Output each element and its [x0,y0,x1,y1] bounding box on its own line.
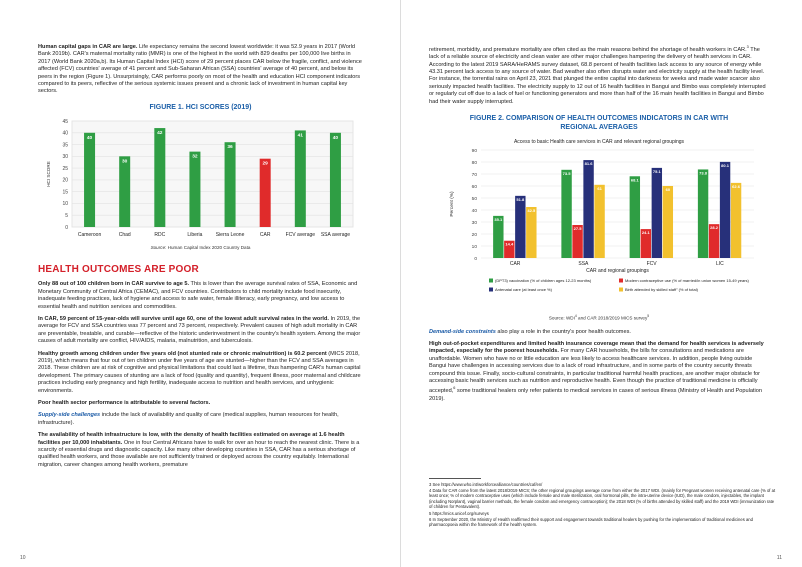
figure2-title: FIGURE 2. COMPARISON OF HEALTH OUTCOMES INDICATORS IN CAR WITH REGIONAL AVERAGES [469,115,729,131]
fig2-ytick-label: 20 [471,232,477,238]
fig2-bar-value: 24.1 [641,230,650,236]
figure1-title: FIGURE 1. HCI SCORES (2019) [149,103,252,111]
fig2-bar-value: 60 [665,187,671,193]
fig2-xtick-label: CAR [509,261,521,268]
fig2-ytick-label: 40 [471,208,477,214]
figure1-source: Source: Human Capital Index 2020 Country Data [150,245,251,251]
fig2-bar [720,162,730,258]
fig2-legend-swatch [619,288,623,292]
fig2-xtick-label: LIC [715,261,724,268]
fig1-ytick-label: 45 [62,119,68,126]
fig2-ytick-label: 0 [474,256,477,262]
fig1-ytick-label: 20 [62,178,68,185]
fig2-legend-swatch [619,279,623,283]
fig1-bar-value: 41 [297,133,303,139]
footnote-6: 6 In September 2020, the Ministry of Health reaffirmed their support and engagement towards traditional healers by pushing for the implementation of traditional medicines and pharmacopoeia within the framework of the health system. [429,517,753,528]
figure1-chart [38,115,363,245]
fig2-xtick-label: FCV [646,261,657,268]
paragraph-factors: Poor health sector performance is attributable to several factors. [38,400,211,407]
fig2-bar-value: 35.1 [494,216,503,222]
fig2-bar-value: 28.2 [710,225,718,231]
fig1-ytick-label: 10 [62,201,68,208]
fig1-bar-value: 36 [227,145,233,151]
fig2-bar [583,160,593,258]
fig1-bar [189,152,200,227]
footnote-rule [429,478,481,479]
fig2-bar-value: 73.5 [562,170,571,176]
fig1-xtick-label: Chad [118,232,131,239]
figure2-chart [429,136,769,314]
fig2-bar [652,168,662,258]
paragraph-infrastructure: The availability of health infrastructure is low, with the density of health facilities estimated on average at 1.6 health facilities per 10,000 inhabitants. One in four Central Africans have to walk for over an hour to reach the nearest clinic. There is a scarcity of essential drugs and diagnostic capacity. Like many other developing countries in SSA, CAR has a serious shortage of qualified health workers, and those available are not sufficiently trained or deployed across the country equitably. International migration, career changes among health workers, premature [38,432,360,468]
fig1-xtick-label: CAR [259,232,271,239]
fig2-bar-value: 51.8 [516,196,525,202]
fig1-bar [260,159,271,227]
fig1-bar [225,143,236,228]
fig1-ytick-label: 40 [62,130,68,137]
fig2-ytick-label: 70 [471,172,477,178]
fig2-legend-label: Birth attended by skilled staff" (% of total) [625,287,698,293]
fig2-bar [561,170,571,258]
fig2-bar-value: 14.4 [505,241,514,247]
paragraph-workforce: retirement, morbidity, and premature mortality are often cited as the main reasons behind the shortage of health workers in CAR.$^3$ The lack of a reliable source of electricity and clean water are other major challenges hampering the delivery of health services in CAR. According to the latest 2019 SARA/HeRAMS survey dataset, 68.8 percent of health facilities lack access to any source of energy while 43.31 percent lack access to any source of water. Bad weather also often disrupts water and electricity supply at the health facility level. For instance, the torrential rains on April 23, 2021 that plunged the entire capital into darkness for weeks and made water scarcer also seriously impacted health facilities. The electricity supply to 12 out of 16 health facilities in Bangui and Bimbo was completely interrupted or regularly cut off due to a lack of fuel or functioning generators and more than half of the 16 main health facilities in Bangui and Bimbo had their water supply interrupted. [429,45,766,105]
fig2-ytick-label: 90 [471,148,477,154]
fig2-bar-value: 42.5 [527,208,536,214]
paragraph-stunting: Healthy growth among children under five years old (not stunted rate or chronic malnutrition) is 60.2 percent (MICS 2018, 2019), which means that four out of ten children under five years of age are stunted—higher than the FCV and SSA averages in 2018. These children are at risk of cognitive and physical limitations that could last a lifetime, thus hampering CAR's human capital development. The primary causes of stunting are a lack of food (quality and quantity), frequent illness, poor maternal and childcare practices including early pregnancy and high fertility, inadequate access to nutrition and health services, and unhygienic environments. [38,350,361,394]
figure2-source: Source: WDI$^4$ and CAR 2018/2019 MICS survey$^5$ [548,314,650,321]
footnote-4: 4 Data for CAR come from the latest 2018/2019 MICS; the other regional groupings average come from either the 2017 WDI. (mainly for Pregnant women receiving antenatal care (% of at least once; % of modern contraceptive uses (which include female and male sterilization, oral hormonal pills, the intra-uterine device (IUD), the male condom, injectables, the implant (including Norplant), vaginal barrier methods, the female condom and emergency contraception); the 2018 WDI (% of births attended by skilled staff) and the 2019 WDI (immunization rate of children for Pentavalent). [429,488,776,510]
paragraph-adult-survival: In CAR, 59 percent of 15-year-olds will survive until age 60, one of the lowest adult survival rates in the world. In 2019, the average for FCV and SSA countries was 77 percent and 73 percent, respectively. Prevalent causes of high adult mortality in CAR are preventable, treatable, and curable—reflective of the historic underinvestment in the country's health system. Among the major causes of adult mortality are conflict, HIV/AIDS, malaria, malnutrition, and tuberculosis. [38,315,361,345]
page-number-right: 11 [776,555,782,561]
fig2-bar-value: 80.1 [721,162,729,168]
fig2-bar [594,185,604,258]
footnote-3: 3 See https://www.who.int/workforcealliance/countries/caf/en/ [429,481,543,487]
fig2-ytick-label: 80 [471,160,477,166]
fig2-bar [630,176,640,258]
fig1-bar [119,157,130,228]
paragraph-child-survival: Only 88 out of 100 children born in CAR survive to age 5. This is lower than the average survival rates of SSA, Economic and Monetary Community of Central Africa (CEMAC), and FCV countries. Contributors to child mortality include food insecurity, inadequate feeding practices, lack of hygiene and access to safe water, female illiteracy, early pregnancy, and low access to essential health and nutrition services and commodities. [38,281,358,310]
fig1-bar [295,131,306,228]
fig2-bar-value: 68.1 [630,177,639,183]
fig2-bar-value: 75.1 [652,168,661,174]
fig1-xtick-label: FCV average [285,232,316,239]
fig2-bar [526,207,536,258]
fig2-bar-value: 61 [597,185,602,191]
fig1-bar-value: 32 [192,154,198,160]
fig1-ytick-label: 15 [62,189,68,196]
fig1-bar [154,128,165,227]
fig2-ytick-label: 10 [471,244,477,250]
fig1-ylabel: HCI SCORE [46,161,51,188]
fig1-ytick-label: 35 [62,142,68,149]
fig2-chart-title: Access to basic Health care services in CAR and relevant regional groupings [513,139,685,146]
fig2-bar-value: 27.5 [573,226,582,232]
fig2-xlabel: CAR and regional groupings [586,268,649,275]
fig2-bar-value: 73.8 [699,170,707,176]
section-heading: HEALTH OUTCOMES ARE POOR [38,264,199,276]
fig2-ytick-label: 50 [471,196,477,202]
fig1-ytick-label: 25 [62,166,68,173]
fig1-bar-value: 40 [332,136,339,142]
fig1-xtick-label: Cameroon [77,232,102,239]
footnote-5: 5 https://mics.unicef.org/surveys [429,510,489,516]
fig1-xtick-label: RDC [154,232,166,239]
fig2-bar [493,216,503,258]
fig2-legend-swatch [489,279,493,283]
fig1-bar-value: 29 [262,162,268,168]
fig2-ytick-label: 30 [471,220,477,226]
fig2-legend-label: (DPT3) vaccination (% of children ages 12-23 months) [495,278,592,284]
fig1-bar [330,133,341,227]
fig2-bar-value: 62.6 [732,183,740,189]
fig1-bar-value: 40 [86,136,93,142]
fig1-xtick-label: Liberia [187,232,203,239]
fig1-ytick-label: 30 [62,154,68,161]
fig2-legend-label: Modern contraceptive use (% of married/in union women 15-49 years) [625,278,749,284]
fig1-xtick-label: SSA average [320,232,351,239]
fig2-bar [731,183,741,258]
fig1-ytick-label: 0 [65,225,68,232]
fig2-xtick-label: SSA [578,261,589,268]
paragraph-demand-side: Demand-side constraints also play a role in the country's poor health outcomes. [429,328,631,335]
fig1-xtick-label: Sierra Leone [215,232,245,239]
fig2-ylabel: Percent (%) [450,191,455,217]
fig2-bar [663,186,673,258]
fig1-ytick-label: 5 [65,213,68,220]
fig1-plot-area [72,121,353,227]
fig2-bar-value: 81.6 [584,161,593,167]
fig1-bar-value: 30 [122,159,128,165]
left-text-column [38,44,363,474]
fig1-bar [84,133,95,227]
page-number-left: 10 [20,555,26,561]
fig1-bar-value: 42 [157,131,163,137]
fig2-legend-swatch [489,288,493,292]
right-page [401,0,802,567]
footnotes [429,478,777,529]
fig2-legend-label: Antenatal care (at least once %) [495,287,552,293]
fig2-bar [698,170,708,259]
paragraph-supply-side: Supply-side challenges include the lack of availability and quality of care (medical supplies, human resources for health, infrastructure). [38,412,339,426]
intro-paragraph: Human capital gaps in CAR are large. Life expectancy remains the second lowest worldwide: it was 52.9 years in 2017 (World Bank 2019b). CAR's maternal mortality ratio (MMR) is one of the highest in the world with 829 deaths per 100,000 live births in 2017 (World Bank 2020a,b). Its Human Capital Index (HCI) score of 29 percent places CAR below the fragile, conflict, and violence affected (FCV) countries' average of 41 percent and Sub-Saharan African (SSA) countries' average of 40 percent, and below its peers in the region (Figure 1). Unsurprisingly, CAR performs poorly on most of the health and education HCI component indicators compared to its peers, reflective of the serious systemic issues present and a chronic lack of investment in human capital key sectors. [38,44,362,95]
fig2-ytick-label: 60 [471,184,477,190]
fig2-bar [515,196,525,258]
paragraph-out-of-pocket: High out-of-pocket expenditures and limited health insurance coverage mean that the demand for health services is adversely impacted, especially for the poorest households. For many CAR households, the bills for consultations and medications are unaffordable. Women who have no or little education are less likely to access healthcare services. In addition, people living outside Bangui have challenges in accessing services due to a lack of road infrastructure, and in some parts of the country security threats compound this issue. Finally, socio-cultural constraints, in particular traditional harmful health practices, are another major obstacle for accessing basic health services such as nutrition and reproductive health. Even though the practice of traditional medicine is officially accepted,$^6$ some traditional healers only refer patients to medical services in cases of serious illness (Ministry of Health and Population 2019). [429,341,764,402]
right-text-column [429,44,769,408]
